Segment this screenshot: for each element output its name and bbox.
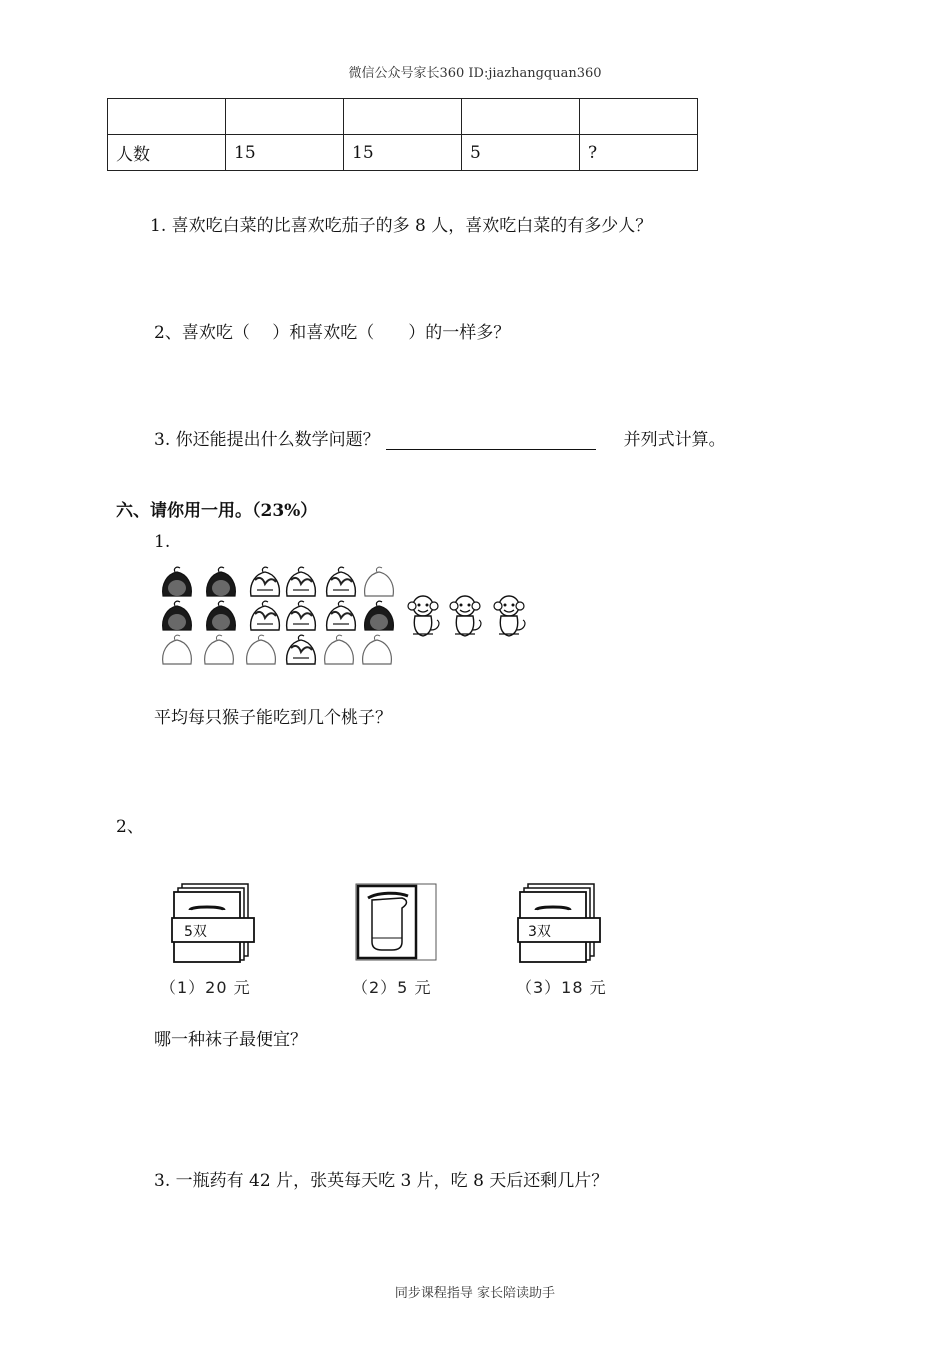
question-3 <box>154 425 726 450</box>
table-row <box>108 99 698 135</box>
sock-badge: 3双 <box>528 924 551 940</box>
question-3-text: 3. 你还能提出什么数学问题？ <box>154 430 380 450</box>
table-cell: 5 <box>462 135 580 171</box>
sock-option-2-label: （2）5 元 <box>352 978 432 997</box>
problem-1-label: 1. <box>154 532 171 552</box>
table-cell <box>108 99 226 135</box>
sock-badge: 5双 <box>184 924 207 940</box>
table-cell: 15 <box>226 135 344 171</box>
sock-pack-icon <box>514 880 604 965</box>
page-footer: 同步课程指导 家长陪读助手 <box>394 1286 556 1301</box>
peach-row-3 <box>163 635 392 664</box>
answer-blank[interactable] <box>386 431 596 450</box>
table-cell <box>344 99 462 135</box>
monkeys <box>408 596 525 636</box>
section-title: 六、请你用一用。（23%） <box>116 501 318 521</box>
sock-pack-icon <box>168 880 258 965</box>
table-cell <box>462 99 580 135</box>
table-cell: 人数 <box>108 135 226 171</box>
sock-option-3-label: （3）18 元 <box>516 978 607 997</box>
question-3-suffix: 并列式计算。 <box>623 430 726 450</box>
sock-single-icon <box>352 880 442 965</box>
problem-1-question: 平均每只猴子能吃到几个桃子？ <box>154 708 392 728</box>
peach-row-2 <box>163 601 394 630</box>
sock-option-1-label: （1）20 元 <box>160 978 251 997</box>
data-table <box>107 98 698 171</box>
question-2: 2、喜欢吃（ ）和喜欢吃（ ）的一样多？ <box>154 323 511 343</box>
peaches-monkeys-illustration <box>155 562 535 672</box>
problem-2-question: 哪一种袜子最便宜？ <box>154 1030 307 1050</box>
page-header: 微信公众号家长360 ID:jiazhangquan360 <box>348 66 602 81</box>
peach-row-1 <box>163 567 394 596</box>
table-cell: ? <box>580 135 698 171</box>
table-cell: 15 <box>344 135 462 171</box>
table-cell <box>226 99 344 135</box>
question-1: 1. 喜欢吃白菜的比喜欢吃茄子的多 8 人，喜欢吃白菜的有多少人？ <box>150 216 653 236</box>
problem-2-label: 2、 <box>116 817 144 837</box>
table-cell <box>580 99 698 135</box>
table-row <box>108 135 698 171</box>
problem-3: 3. 一瓶药有 42 片，张英每天吃 3 片，吃 8 天后还剩几片？ <box>154 1171 609 1191</box>
